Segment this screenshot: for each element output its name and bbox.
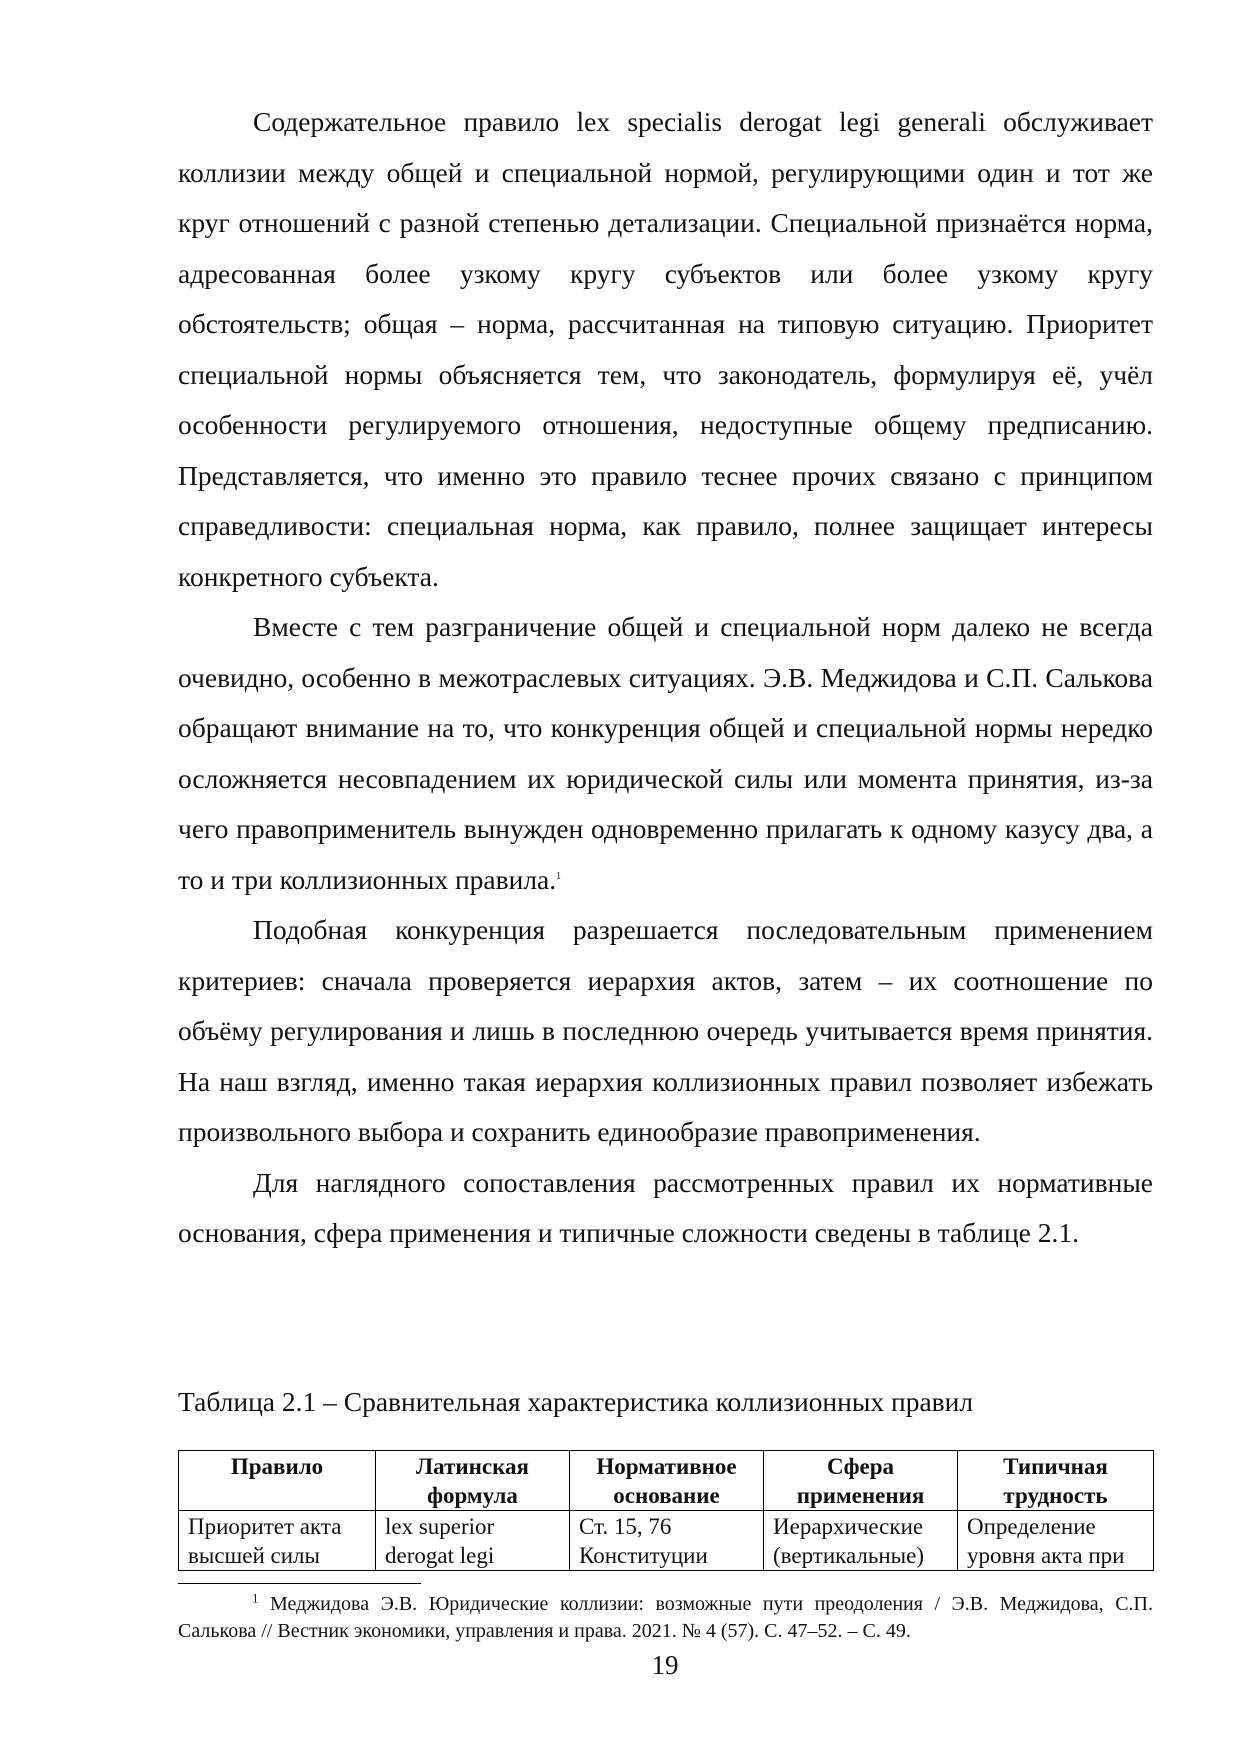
footnote-separator <box>178 1583 421 1584</box>
paragraph-2-text: Вместе с тем разграничение общей и специальной норм далеко не всегда очевидно, особенно в межотраслевых ситуациях. Э.В. Меджидова и С.П. Салькова обращают внимание на то, что конкуренция общей и специальной нормы нередко осложняется несовпадением их юридической силы или момента принятия, из-за чего правоприменитель вынужден одновременно прилагать к одному казусу два, а то и три коллизионных правила. <box>178 611 1153 895</box>
body-text <box>178 97 1153 1259</box>
table-cell: lex superior derogat legi <box>376 1511 570 1571</box>
footnote <box>178 1591 1153 1645</box>
header-typical-difficulty: Типичная трудность <box>958 1451 1154 1511</box>
page-number: 19 <box>651 1650 679 1680</box>
paragraph-4: Для наглядного сопоставления рассмотренных правил их нормативные основания, сфера применения и типичные сложности сведены в таблице 2.1. <box>178 1166 1153 1248</box>
header-rule: Правило <box>179 1451 376 1511</box>
footnote-text: Меджидова Э.В. Юридические коллизии: возможные пути преодоления / Э.В. Меджидова, С.П. Салькова // Вестник экономики, управления и права. 2021. № 4 (57). С. 47–52. – С. 49. <box>178 1593 1153 1642</box>
table-cell: Приоритет акта высшей силы <box>179 1511 376 1571</box>
table-cell: Ст. 15, 76 Конституции <box>570 1511 764 1571</box>
paragraph-2 <box>178 602 1153 905</box>
paragraph-3: Подобная конкуренция разрешается последовательным применением критериев: сначала проверяется иерархия актов, затем – их соотношение по объёму регулирования и лишь в последнюю очередь учитывается время принятия. На наш взгляд, именно такая иерархия коллизионных правил позволяет избежать произвольного выбора и сохранить единообразие правоприменения. <box>178 914 1153 1147</box>
footnote-mark: 1 <box>252 1590 259 1606</box>
header-latin-formula: Латинская формула <box>376 1451 570 1511</box>
table-cell: Определение уровня акта при <box>958 1511 1154 1571</box>
header-scope: Сфера применения <box>764 1451 958 1511</box>
header-normative-basis: Нормативное основание <box>570 1451 764 1511</box>
table-cell: Иерархические (вертикальные) <box>764 1511 958 1571</box>
table-row <box>179 1511 1154 1571</box>
table-caption: Таблица 2.1 – Сравнительная характеристика коллизионных правил <box>178 1386 974 1417</box>
paragraph-1: Содержательное правило lex specialis derogat legi generali обслуживает коллизии между общей и специальной нормой, регулирующими один и тот же круг отношений с разной степенью детализации. Специальной признаётся норма, адресованная более узкому кругу субъектов или более узкому кругу обстоятельств; общая – норма, рассчитанная на типовую ситуацию. Приоритет специальной нормы объясняется тем, что законодатель, формулируя её, учёл особенности регулируемого отношения, недоступные общему предписанию. Представляется, что именно это правило теснее прочих связано с принципом справедливости: специальная норма, как правило, полнее защищает интересы конкретного субъекта. <box>178 106 1153 592</box>
footnote-body <box>178 1591 1153 1645</box>
footnote-reference[interactable]: 1 <box>556 870 562 882</box>
comparison-table <box>178 1450 1154 1571</box>
table-header-row <box>179 1451 1154 1511</box>
